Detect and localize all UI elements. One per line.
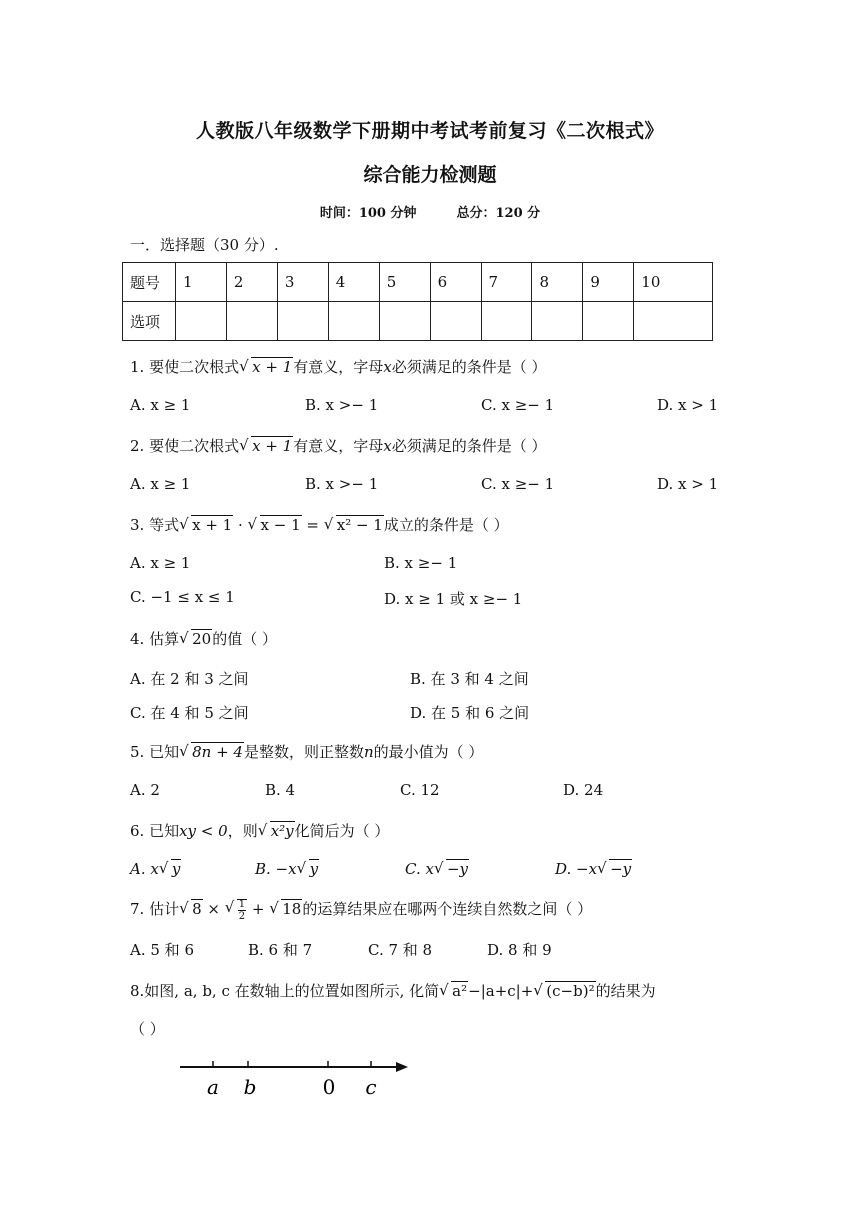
answer-cell bbox=[328, 302, 379, 341]
axis-label-a: a bbox=[207, 1075, 219, 1099]
q8-paren: （ ） bbox=[130, 1020, 165, 1038]
table-cell: 9 bbox=[583, 263, 634, 302]
q4-option-c: C. 在 4 和 5 之间 bbox=[130, 704, 249, 722]
q7-option-d: D. 8 和 9 bbox=[487, 941, 552, 959]
radical: √ x²y bbox=[258, 822, 295, 840]
table-cell: 8 bbox=[532, 263, 583, 302]
question-3: 3. 等式√ x + 1 · √ x − 1 = √ x² − 1成立的条件是（ ） bbox=[130, 514, 509, 535]
q2-option-c: C. x ≥− 1 bbox=[481, 475, 555, 493]
question-7: 7. 估计√ 8 × √ $\frac{1}{2}$ + √ 18的运算结果应在哪两个连续自然数之间（ ） bbox=[130, 898, 592, 922]
radical: √ x² − 1 bbox=[324, 516, 384, 534]
answer-cell bbox=[532, 302, 583, 341]
total-label: 总分：120 分 bbox=[456, 206, 541, 221]
q2-option-d: D. x > 1 bbox=[657, 475, 719, 493]
answer-cell bbox=[481, 302, 532, 341]
answer-cell bbox=[277, 302, 328, 341]
q7-option-c: C. 7 和 8 bbox=[368, 941, 433, 959]
radical: √ 18 bbox=[269, 900, 302, 918]
table-cell: 7 bbox=[481, 263, 532, 302]
answer-cell bbox=[634, 302, 713, 341]
q3-option-c: C. −1 ≤ x ≤ 1 bbox=[130, 588, 235, 606]
q6-option-a: A. x√ y bbox=[130, 860, 181, 878]
answer-cell bbox=[176, 302, 227, 341]
table-header-cell: 题号 bbox=[123, 263, 176, 302]
radical: √ 8n + 4 bbox=[179, 743, 244, 761]
number-line bbox=[170, 1050, 420, 1102]
table-cell: 2 bbox=[226, 263, 277, 302]
answer-cell bbox=[430, 302, 481, 341]
answer-cell bbox=[379, 302, 430, 341]
question-1: 1. 要使二次根式√ x + 1有意义，字母x必须满足的条件是（ ） bbox=[130, 356, 546, 377]
q3-option-d: D. x ≥ 1 或 x ≥− 1 bbox=[384, 590, 523, 608]
axis-arrow bbox=[396, 1062, 408, 1072]
table-cell: 1 bbox=[176, 263, 227, 302]
time-label: 时间：100 分钟 bbox=[319, 206, 417, 221]
title-line-1: 人教版八年级数学下册期中考试考前复习《二次根式》 bbox=[195, 120, 664, 142]
axis-label-b: b bbox=[243, 1075, 257, 1099]
q5-option-b: B. 4 bbox=[265, 781, 296, 799]
question-2: 2. 要使二次根式√ x + 1有意义，字母x必须满足的条件是（ ） bbox=[130, 435, 546, 456]
q2-option-a: A. x ≥ 1 bbox=[130, 475, 191, 493]
q6-option-c: C. x√ −y bbox=[405, 860, 469, 878]
answer-table bbox=[122, 262, 713, 341]
title-line-2: 综合能力检测题 bbox=[363, 164, 497, 186]
radical: √ $\frac{1}{2}$ bbox=[225, 899, 247, 922]
radical: √ 8 bbox=[179, 900, 203, 918]
q3-option-b: B. x ≥− 1 bbox=[384, 554, 458, 572]
radical: √ a² bbox=[439, 982, 468, 1000]
q7-option-b: B. 6 和 7 bbox=[248, 941, 313, 959]
q1-option-c: C. x ≥− 1 bbox=[481, 396, 555, 414]
q6-option-d: D. −x√ −y bbox=[555, 860, 632, 878]
q1-option-a: A. x ≥ 1 bbox=[130, 396, 191, 414]
table-row bbox=[123, 302, 713, 341]
q6-option-b: B. −x√ y bbox=[255, 860, 319, 878]
table-cell: 4 bbox=[328, 263, 379, 302]
q4-option-a: A. 在 2 和 3 之间 bbox=[130, 670, 249, 688]
q5-option-c: C. 12 bbox=[400, 781, 440, 799]
exam-meta bbox=[0, 202, 860, 221]
axis-label-0: 0 bbox=[322, 1075, 336, 1099]
q1-option-b: B. x >− 1 bbox=[305, 396, 379, 414]
table-cell: 10 bbox=[634, 263, 713, 302]
q3-option-a: A. x ≥ 1 bbox=[130, 554, 191, 572]
radical: √ x + 1 bbox=[239, 358, 293, 376]
radical: √ x + 1 bbox=[239, 437, 293, 455]
radical: √ x − 1 bbox=[248, 516, 302, 534]
radical: √ (c−b)² bbox=[533, 982, 595, 1000]
answer-cell bbox=[226, 302, 277, 341]
radical: √ x + 1 bbox=[179, 516, 233, 534]
radical: √ 20 bbox=[179, 630, 212, 648]
q4-option-b: B. 在 3 和 4 之间 bbox=[410, 670, 529, 688]
table-row bbox=[123, 263, 713, 302]
question-4: 4. 估算√ 20的值（ ） bbox=[130, 628, 277, 649]
q7-option-a: A. 5 和 6 bbox=[130, 941, 194, 959]
q4-option-d: D. 在 5 和 6 之间 bbox=[410, 704, 530, 722]
table-cell: 5 bbox=[379, 263, 430, 302]
answer-cell bbox=[583, 302, 634, 341]
q1-option-d: D. x > 1 bbox=[657, 396, 719, 414]
axis-label-c: c bbox=[365, 1075, 377, 1099]
question-6: 6. 已知xy < 0，则√ x²y化简后为（ ） bbox=[130, 820, 389, 841]
table-cell: 3 bbox=[277, 263, 328, 302]
question-8: 8.如图, a, b, c 在数轴上的位置如图所示, 化简√ a²−|a+c|+√ (c−b)²的结果为 bbox=[130, 980, 656, 1001]
question-5: 5. 已知√ 8n + 4是整数，则正整数n的最小值为（ ） bbox=[130, 741, 483, 762]
section-heading: 一．选择题（30 分）. bbox=[130, 236, 279, 254]
table-cell: 6 bbox=[430, 263, 481, 302]
q5-option-a: A. 2 bbox=[130, 781, 160, 799]
q5-option-d: D. 24 bbox=[563, 781, 604, 799]
table-header-cell: 选项 bbox=[123, 302, 176, 341]
q2-option-b: B. x >− 1 bbox=[305, 475, 379, 493]
